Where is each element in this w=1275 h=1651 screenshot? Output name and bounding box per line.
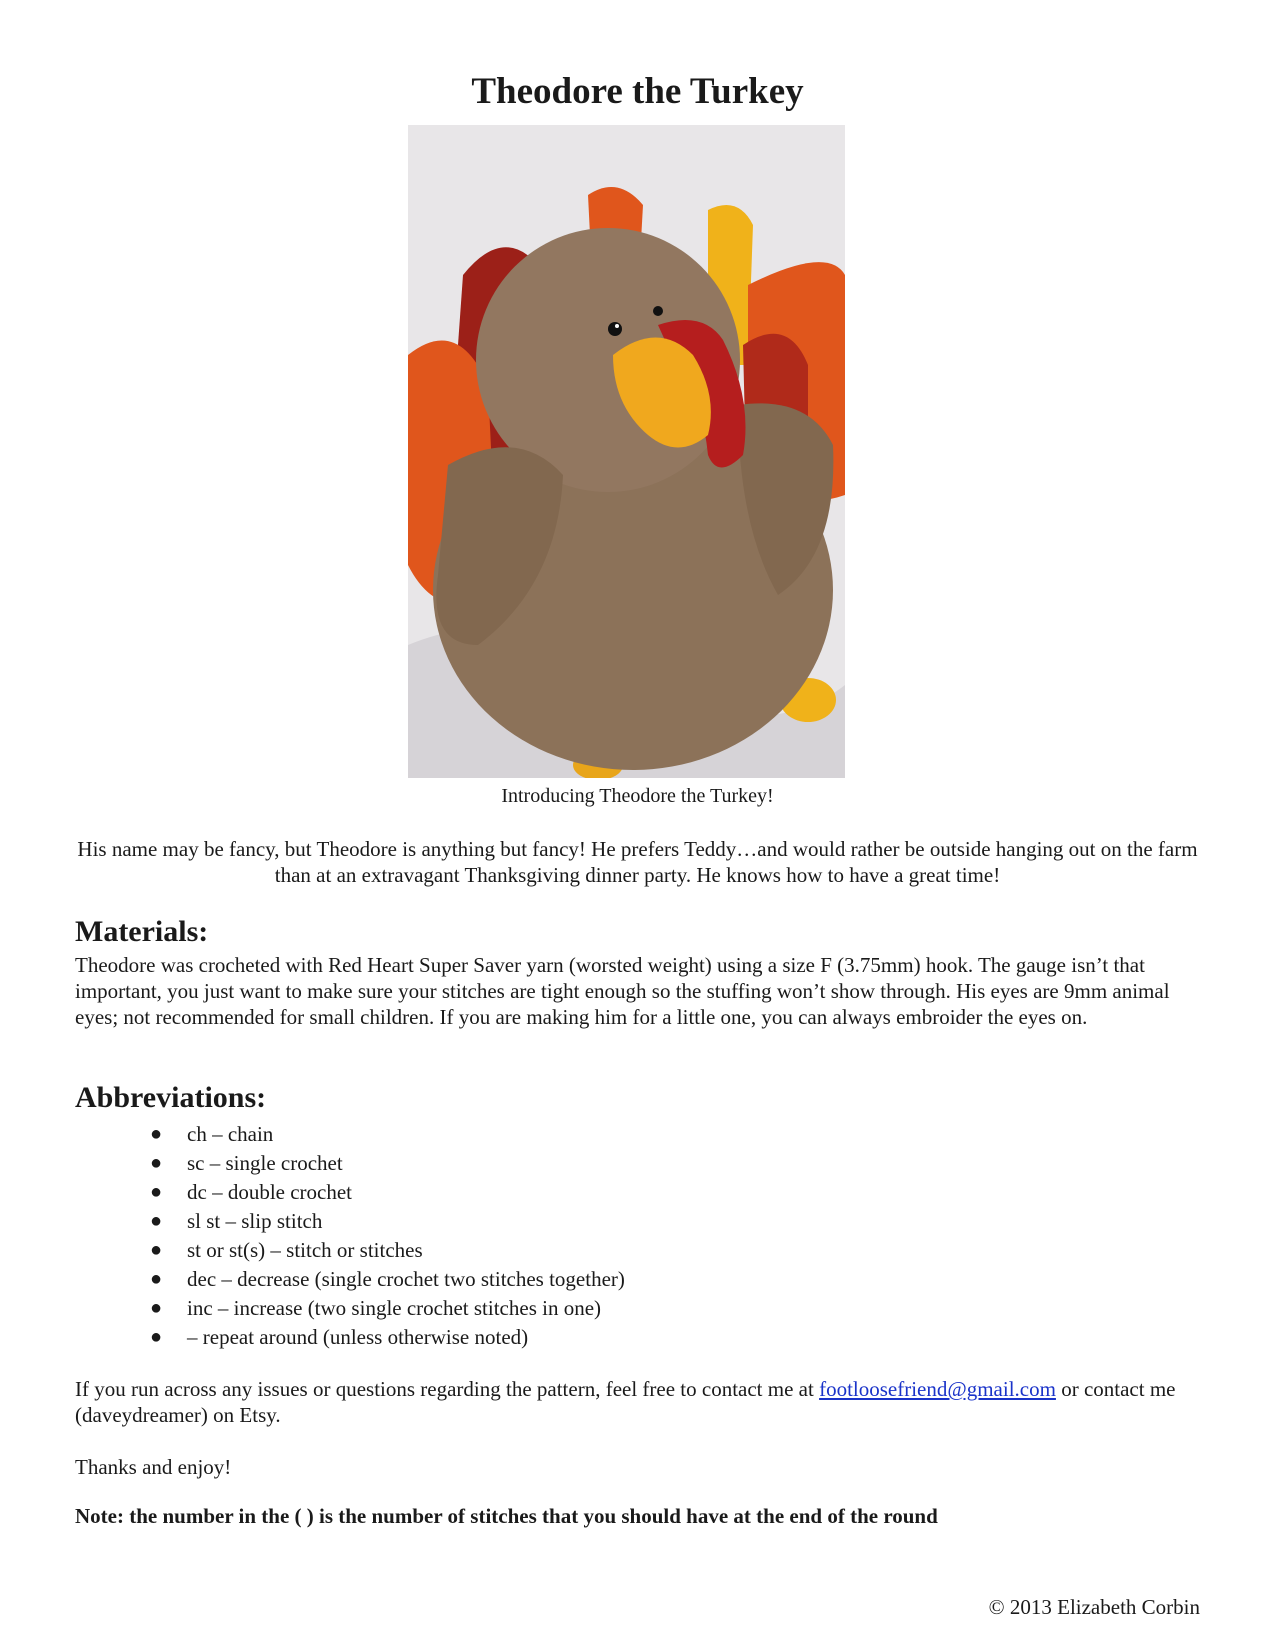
abbreviation-text: inc – increase (two single crochet stitches in one): [187, 1296, 602, 1320]
turkey-photo: [408, 125, 845, 778]
list-item: [150, 1149, 625, 1178]
list-item: [150, 1178, 625, 1207]
stitch-note: Note: the number in the ( ) is the number of stitches that you should have at the end of the round: [75, 1504, 938, 1528]
thanks-text: Thanks and enjoy!: [75, 1455, 232, 1479]
abbreviation-text: sl st – slip stitch: [187, 1209, 323, 1233]
page-title: Theodore the Turkey: [471, 71, 804, 112]
abbreviation-text: – repeat around (unless otherwise noted): [187, 1325, 529, 1349]
bullet-icon: ●: [150, 1210, 163, 1232]
bullet-icon: ●: [150, 1297, 163, 1319]
bullet-icon: ●: [150, 1123, 163, 1145]
eye-right: [653, 306, 663, 316]
abbreviation-text: ch – chain: [187, 1122, 274, 1146]
eye-left: [608, 322, 622, 336]
list-item: [150, 1207, 625, 1236]
list-item: [150, 1236, 625, 1265]
contact-paragraph: [75, 1376, 1200, 1428]
list-item: [150, 1323, 625, 1352]
list-item: [150, 1120, 625, 1149]
photo-caption: Introducing Theodore the Turkey!: [501, 785, 774, 807]
bullet-icon: ●: [150, 1181, 163, 1203]
materials-paragraph: Theodore was crocheted with Red Heart Super Saver yarn (worsted weight) using a size F (3.75mm) hook. The gauge isn’t that important, you just want to make sure your stitches are tight enough so the stuffing won’t show through. His eyes are 9mm animal eyes; not recommended for small children. If you are making him for a little one, you can always embroider the eyes on.: [75, 953, 1170, 1029]
bullet-icon: ●: [150, 1326, 163, 1348]
email-link[interactable]: footloosefriend@gmail.com: [819, 1377, 1056, 1401]
contact-text-after: or contact me (daveydreamer) on Etsy.: [75, 1377, 1176, 1427]
abbreviation-text: st or st(s) – stitch or stitches: [187, 1238, 423, 1262]
list-item: [150, 1265, 625, 1294]
abbreviations-heading: Abbreviations:: [75, 1081, 267, 1114]
eye-left-highlight: [615, 324, 619, 328]
bullet-icon: ●: [150, 1152, 163, 1174]
abbreviation-text: dc – double crochet: [187, 1180, 353, 1204]
intro-paragraph: His name may be fancy, but Theodore is anything but fancy! He prefers Teddy…and would rather be outside hanging out on the farm than at an extravagant Thanksgiving dinner party. He knows how to have a great time!: [77, 837, 1198, 887]
bullet-icon: ●: [150, 1239, 163, 1261]
copyright-text: © 2013 Elizabeth Corbin: [988, 1595, 1200, 1619]
abbreviation-text: sc – single crochet: [187, 1151, 343, 1175]
abbreviation-text: dec – decrease (single crochet two stitches together): [187, 1267, 625, 1291]
abbreviations-list: [150, 1120, 625, 1352]
bullet-icon: ●: [150, 1268, 163, 1290]
list-item: [150, 1294, 625, 1323]
contact-text-before: If you run across any issues or questions regarding the pattern, feel free to contact me at: [75, 1377, 820, 1401]
materials-heading: Materials:: [75, 915, 209, 948]
